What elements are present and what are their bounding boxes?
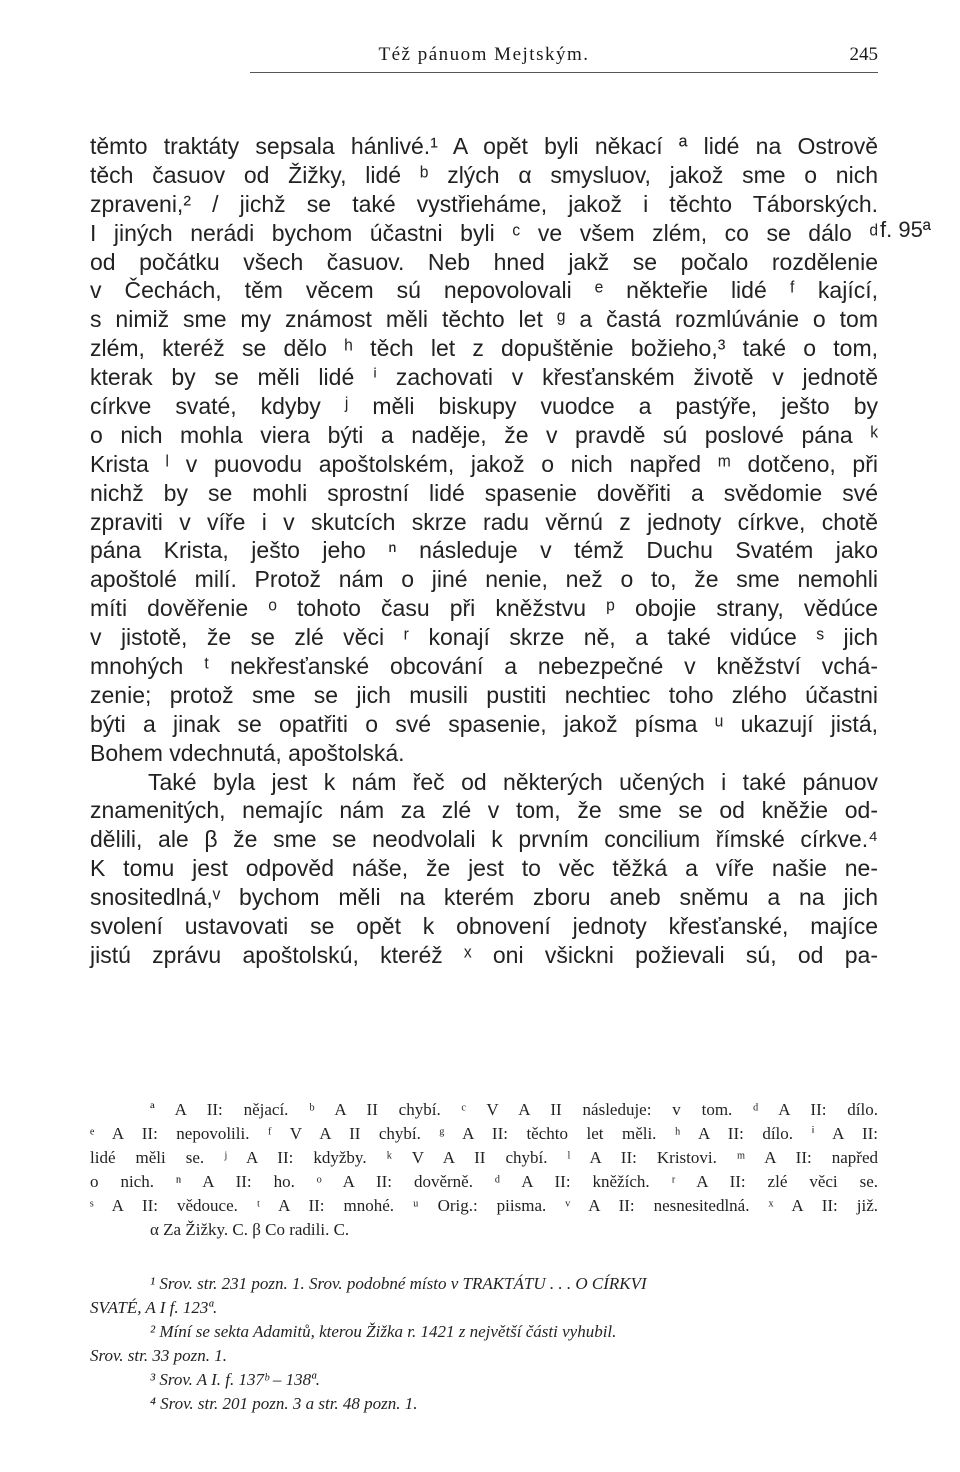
running-title: Též pánuom Mejtským. (378, 44, 590, 65)
apparatus-greek-notes: α Za Žižky. C. β Co radili. C. (150, 1220, 350, 1239)
page-number: 245 (849, 44, 878, 65)
footnote-1: ¹ Srov. str. 231 pozn. 1. Srov. podobné místo v TRAKTÁTU . . . O CÍRKVI (150, 1274, 647, 1293)
running-head (90, 44, 878, 74)
footnote-4: ⁴ Srov. str. 201 pozn. 3 a str. 48 pozn. 1. (150, 1394, 418, 1413)
text-line: I jiných nerádi bychom účastni byli ᶜ ve všem zlém, co se dálo ᵈ (90, 219, 878, 246)
text-line: Bohem vdechnutá, apoštolská. (90, 739, 405, 766)
text-line: zlém, kteréž se dělo ʰ těch let z dopuštěnie božieho,³ také o tom, (90, 335, 878, 362)
paragraph-2 (90, 768, 878, 970)
text-line: zpraviti v víře i v skutcích skrze radu věrnú z jednoty církve, chotě (90, 508, 878, 535)
apparatus-line: ª A II: nějací. ᵇ A II chybí. ᶜ V A II následuje: v tom. ᵈ A II: dílo. (150, 1100, 878, 1119)
text-line: zpraveni,² / jichž se také vystřiehámе, jakož i těchto Táborských. (90, 190, 878, 217)
apparatus-line: ᵉ A II: nepovolili. ᶠ V A II chybí. ᵍ A II: těchto let měli. ʰ A II: dílo. ⁱ A II: (90, 1124, 878, 1143)
text-line: nichž by se mohli sprostní lidé spasenie dověřiti a svědomie své (90, 479, 878, 506)
text-line: apoštolé milí. Protož nám o jiné nenie, než o to, že sme nemohli (90, 566, 878, 593)
text-line: Také byla jest k nám řeč od některých učených i také pánuov (148, 768, 878, 795)
text-line: snositedlná,ᵛ bychom měli na kterém zboru aneb sněmu a na jich (90, 884, 878, 911)
footnotes (90, 1272, 878, 1416)
footnote-3: ³ Srov. A I. f. 137ᵇ – 138ª. (150, 1370, 321, 1389)
text-line: o nich mohla viera býti a naděje, že v pravdě sú poslové pána ᵏ (90, 421, 878, 448)
header-rule (250, 72, 878, 73)
text-line: v jistotě, že se zlé věci ʳ konají skrze ně, a také vidúce ˢ jich (90, 624, 878, 651)
apparatus-line: lidé měli se. ʲ A II: kdyžby. ᵏ V A II chybí. ˡ A II: Kristovi. ᵐ A II: napřed (90, 1148, 878, 1167)
text-line: církve svaté, kdyby ʲ měli biskupy vuodce a pastýře, ješto by (90, 393, 878, 420)
text-line: pána Krista, ješto jeho ⁿ následuje v témž Duchu Svatém jako (90, 537, 878, 564)
text-line: těmto traktáty sepsala hánlivé.¹ A opět byli někací ª lidé na Ostrově (90, 133, 878, 159)
text-line: Krista ˡ v puovodu apoštolském, jakož o nich napřed ᵐ dotčeno, při (90, 450, 878, 477)
footnote-2-continued: Srov. str. 33 pozn. 1. (90, 1346, 227, 1365)
apparatus-line: o nich. ⁿ A II: ho. ᵒ A II: dověrně. ᵈ A II: kněžích. ʳ A II: zlé věci se. (90, 1172, 878, 1191)
text-line: kterak by se měli lidé ⁱ zachovati v křesťanském životě v jednotě (90, 364, 878, 391)
text-line: K tomu jest odpověd náše, že jest to věc těžká a víře našie ne- (90, 855, 878, 882)
text-line: mnohých ᵗ nekřesťanské obcování a nebezpečné v kněžství vchá- (90, 653, 878, 680)
text-line: zenie; protož sme se jich musili pustiti nechtiec toho zlého účastni (90, 681, 878, 708)
text-line: od počátku všech časuov. Neb hned jakž se počalo rozdělenie (90, 248, 878, 275)
text-line: s nimiž sme my známost měli těchto let ᵍ a častá rozmlúvánie o tom (90, 306, 878, 333)
main-text (90, 132, 878, 970)
text-line: těch časuov od Žižky, lidé ᵇ zlých α smysluov, jakož sme o nich (90, 161, 878, 188)
text-line: míti dověřenie ᵒ tohoto času při kněžstvu ᵖ obojie strany, vědúce (90, 595, 878, 622)
footnote-1-continued: SVATÉ, A I f. 123ª. (90, 1298, 218, 1317)
text-line: znamenitých, nemajíc nám za zlé v tom, že sme se od kněžie od- (90, 797, 878, 824)
folio-margin-note: f. 95ª (880, 217, 931, 242)
text-line: býti a jinak se opatřiti o své spasenie, jakož písma ᵘ ukazují jistá, (90, 710, 878, 737)
text-line: svolení ustavovati se opět k obnovení jednoty křesťanské, majíce (90, 913, 878, 940)
text-line: jistú zprávu apoštolskú, kteréž ˣ oni všickni požievali sú, od pa- (90, 941, 878, 968)
text-line: dělili, ale β že sme se neodvolali k prvním concilium římské církve.⁴ (90, 826, 878, 853)
paragraph-1 (90, 132, 878, 768)
apparatus-line: ˢ A II: vědouce. ᵗ A II: mnohé. ᵘ Orig.: piisma. ᵛ A II: nesnesitedlná. ˣ A II: již. (90, 1196, 878, 1215)
footnote-2: ² Míní se sekta Adamitů, kterou Žižka r. 1421 z největší části vyhubil. (150, 1322, 617, 1341)
critical-apparatus (90, 1098, 878, 1242)
text-line: v Čechách, těm věcem sú nepovolovali ᵉ někteřie lidé ᶠ kající, (90, 277, 878, 304)
